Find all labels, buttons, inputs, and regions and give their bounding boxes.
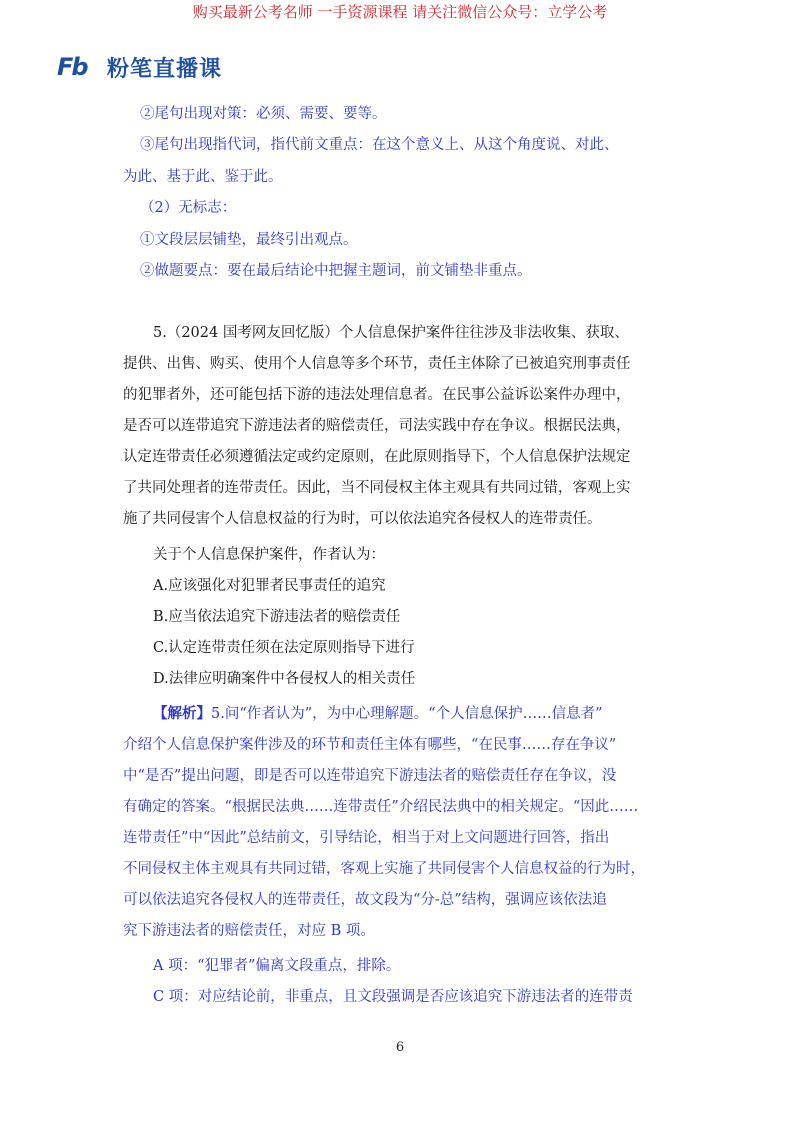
analysis-line: 中“是否”提出问题，即是否可以连带追究下游违法者的赔偿责任存在争议，没 bbox=[123, 768, 617, 784]
analysis-line: 有确定的答案。“根据民法典……连带责任”介绍民法典中的相关规定。“因此…… bbox=[123, 799, 639, 815]
intro-line: ③尾句出现指代词，指代前文重点：在这个意义上、从这个角度说、对此、 bbox=[140, 137, 619, 153]
brand-logo bbox=[57, 52, 222, 82]
brand-name: 粉笔直播课 bbox=[107, 56, 223, 82]
question-stem: 关于个人信息保护案件，作者认为： bbox=[153, 547, 385, 563]
analysis-line: 介绍个人信息保护案件涉及的环节和责任主体有哪些，“在民事……存在争议” bbox=[123, 737, 617, 753]
option-b: B.应当依法追究下游违法者的赔偿责任 bbox=[153, 609, 401, 625]
question-line: 施了共同侵害个人信息权益的行为时，可以依法追究各侵权人的连带责任。 bbox=[123, 511, 602, 527]
question-line: 认定连带责任必须遵循法定或约定原则，在此原则指导下，个人信息保护法规定 bbox=[123, 449, 631, 465]
analysis-first-text: 5.问“作者认为”，为中心理解题。“个人信息保护……信息者” bbox=[211, 706, 603, 722]
question-line: 了共同处理者的连带责任。因此，当不同侵权主体主观具有共同过错，客观上实 bbox=[123, 480, 631, 496]
intro-line: ②做题要点：要在最后结论中把握主题词，前文铺垫非重点。 bbox=[140, 263, 532, 279]
analysis-option-a: A 项：“犯罪者”偏离文段重点，排除。 bbox=[153, 958, 401, 974]
question-line: 5.（2024 国考网友回忆版）个人信息保护案件往往涉及非法收集、获取、 bbox=[153, 325, 629, 341]
analysis-option-c: C 项：对应结论前，非重点，且文段强调是否应该追究下游违法者的连带责 bbox=[153, 989, 633, 1005]
page-number: 6 bbox=[395, 1040, 405, 1055]
analysis-line: 究下游违法者的赔偿责任，对应 B 项。 bbox=[123, 923, 375, 939]
intro-line: 为此、基于此、鉴于此。 bbox=[123, 169, 283, 185]
intro-line: ①文段层层铺垫，最终引出观点。 bbox=[140, 232, 358, 248]
option-c: C.认定连带责任须在法定原则指导下进行 bbox=[153, 640, 415, 656]
question-line: 的犯罪者外，还可能包括下游的违法处理信息者。在民事公益诉讼案件办理中， bbox=[123, 387, 631, 403]
analysis-tag: 【解析】 bbox=[153, 705, 211, 722]
question-line: 是否可以连带追究下游违法者的赔偿责任，司法实践中存在争议。根据民法典， bbox=[123, 418, 631, 434]
option-a: A.应该强化对犯罪者民事责任的追究 bbox=[153, 578, 386, 594]
analysis-first-line bbox=[153, 704, 723, 724]
intro-line: ②尾句出现对策：必须、需要、要等。 bbox=[140, 106, 387, 122]
question-line: 提供、出售、购买、使用个人信息等多个环节，责任主体除了已被追究刑事责任 bbox=[123, 356, 631, 372]
analysis-line: 不同侵权主体主观具有共同过错，客观上实施了共同侵害个人信息权益的行为时， bbox=[123, 861, 645, 877]
option-d: D.法律应明确案件中各侵权人的相关责任 bbox=[153, 671, 416, 687]
fb-logo-icon: Fb bbox=[57, 53, 87, 81]
analysis-line: 可以依法追究各侵权人的连带责任，故文段为“分-总”结构，强调应该依法追 bbox=[123, 892, 607, 908]
promo-banner: 购买最新公考名师 一手资源课程 请关注微信公众号：立学公考 bbox=[192, 3, 608, 21]
intro-line: （2）无标志： bbox=[140, 200, 237, 216]
analysis-line: 连带责任”中“因此”总结前文，引导结论，相当于对上文问题进行回答，指出 bbox=[123, 830, 610, 846]
